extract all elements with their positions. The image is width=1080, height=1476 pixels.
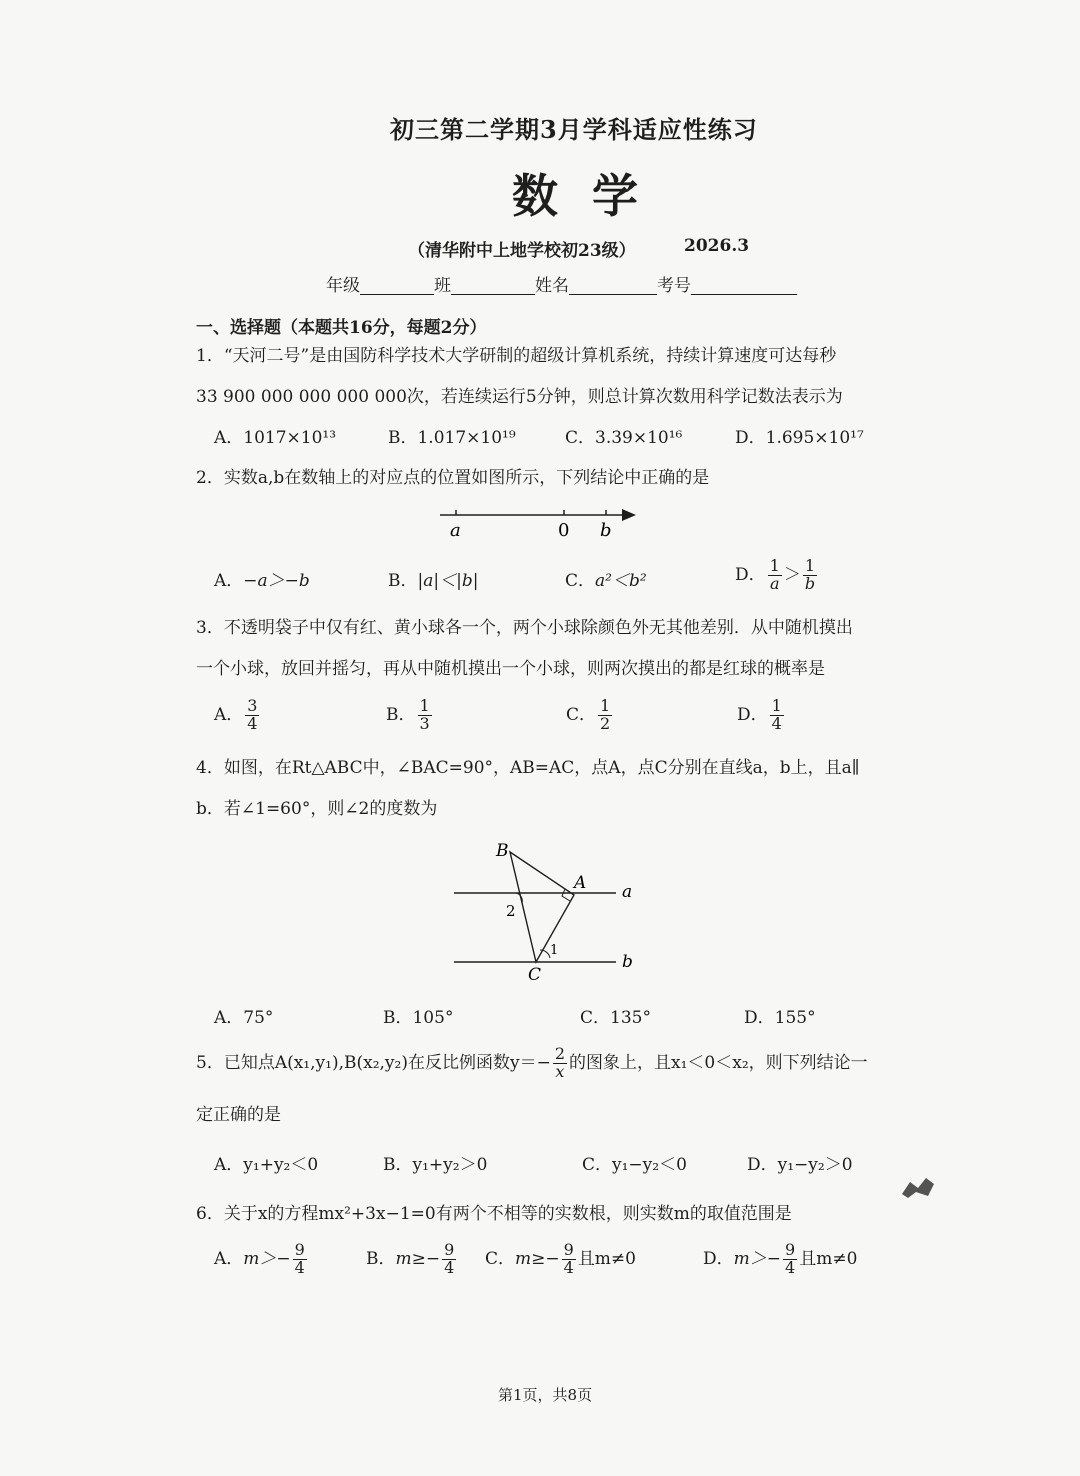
option-letter: D． bbox=[735, 564, 766, 585]
q1-line1: 1．“天河二号”是由国防科学技术大学研制的超级计算机系统，持续计算速度可达每秒 bbox=[196, 346, 837, 366]
option-text: −a＞−b bbox=[243, 571, 310, 591]
q6-option-d[interactable] bbox=[703, 1242, 857, 1277]
option-suffix: 且m≠0 bbox=[799, 1248, 858, 1269]
fraction bbox=[768, 558, 782, 593]
q2-option-c[interactable] bbox=[565, 573, 647, 590]
option-letter: B． bbox=[388, 571, 418, 591]
school-line: （清华附中上地学校初23级） bbox=[408, 241, 636, 261]
q4-option-d[interactable]: D．155° bbox=[744, 1008, 816, 1028]
label-angle1: 1 bbox=[550, 943, 559, 958]
denominator: 4 bbox=[771, 713, 782, 733]
numerator: 9 bbox=[563, 1240, 574, 1259]
exam-no-blank[interactable] bbox=[691, 294, 797, 295]
q3-option-b[interactable] bbox=[386, 698, 434, 733]
option-letter: B． bbox=[366, 1248, 396, 1269]
denominator: x bbox=[555, 1061, 565, 1081]
q5-option-d[interactable]: D．y₁−y₂＞0 bbox=[747, 1155, 853, 1175]
q2-option-a[interactable] bbox=[214, 573, 310, 590]
q5-option-b[interactable]: B．y₁+y₂＞0 bbox=[383, 1155, 488, 1175]
option-letter: C． bbox=[566, 704, 597, 725]
numerator: 1 bbox=[600, 696, 611, 715]
class-blank[interactable] bbox=[451, 294, 535, 295]
q2-stem: 2．实数a,b在数轴上的对应点的位置如图所示，下列结论中正确的是 bbox=[196, 468, 710, 488]
q4-line2: b．若∠1=60°，则∠2的度数为 bbox=[196, 799, 438, 819]
option-letter: C． bbox=[485, 1248, 516, 1269]
exam-date: 2026.3 bbox=[684, 236, 750, 256]
denominator: 4 bbox=[785, 1257, 796, 1277]
q1-option-b[interactable]: B．1.017×10¹⁹ bbox=[388, 428, 516, 448]
numerator: 1 bbox=[804, 556, 816, 575]
number-line-figure bbox=[436, 500, 646, 548]
fraction bbox=[442, 1242, 456, 1277]
q6-option-a[interactable] bbox=[214, 1242, 309, 1277]
denominator: 4 bbox=[563, 1257, 574, 1277]
fraction bbox=[783, 1242, 797, 1277]
label-angle2: 2 bbox=[506, 902, 516, 920]
fraction bbox=[803, 558, 817, 593]
numerator: 9 bbox=[444, 1240, 455, 1259]
q4-option-a[interactable]: A．75° bbox=[214, 1008, 274, 1028]
q5-option-a[interactable]: A．y₁+y₂＜0 bbox=[214, 1155, 319, 1175]
fraction bbox=[562, 1242, 576, 1277]
option-letter: A． bbox=[214, 1248, 244, 1269]
label-line-b: b bbox=[622, 952, 633, 972]
option-text: m＞− bbox=[243, 1248, 291, 1269]
option-text: |a|＜|b| bbox=[417, 571, 479, 591]
fraction bbox=[245, 698, 259, 733]
student-info-row bbox=[326, 278, 797, 295]
fraction bbox=[598, 698, 612, 733]
option-text: m≥− bbox=[395, 1248, 441, 1269]
q3-line1: 3．不透明袋子中仅有红、黄小球各一个，两个小球除颜色外无其他差别．从中随机摸出 bbox=[196, 618, 853, 638]
numerator: 3 bbox=[247, 696, 258, 715]
numerator: 9 bbox=[785, 1240, 796, 1259]
denominator: 4 bbox=[294, 1257, 305, 1277]
triangle-figure bbox=[450, 838, 650, 992]
q1-option-a[interactable]: A．1017×10¹³ bbox=[214, 428, 337, 448]
q2-option-d[interactable] bbox=[735, 558, 819, 593]
label-A: A bbox=[574, 873, 587, 893]
q1-line2: 33 900 000 000 000 000次，若连续运行5分钟，则总计算次数用科学记数法表示为 bbox=[196, 387, 843, 407]
q2-option-b[interactable] bbox=[388, 573, 478, 590]
option-text: a²＜b² bbox=[595, 571, 647, 591]
fraction bbox=[770, 698, 784, 733]
option-letter: D． bbox=[703, 1248, 734, 1269]
numerator: 9 bbox=[294, 1240, 305, 1259]
option-letter: D． bbox=[737, 704, 768, 725]
numerator: 2 bbox=[554, 1044, 566, 1063]
class-label: 班 bbox=[434, 276, 451, 296]
q5-text-post: 的图象上，且x₁＜0＜x₂，则下列结论一 bbox=[569, 1052, 868, 1073]
numerator: 1 bbox=[769, 556, 780, 575]
grade-label: 年级 bbox=[326, 276, 360, 296]
page-number: 第1页，共8页 bbox=[498, 1386, 593, 1404]
name-label: 姓名 bbox=[535, 276, 569, 296]
q3-line2: 一个小球，放回并摇匀，再从中随机摸出一个小球，则两次摸出的都是红球的概率是 bbox=[196, 659, 825, 679]
q1-option-d[interactable]: D．1.695×10¹⁷ bbox=[735, 428, 864, 448]
exam-no-label: 考号 bbox=[657, 276, 691, 296]
q5-text-pre: 5．已知点A(x₁,y₁),B(x₂,y₂)在反比例函数y＝− bbox=[196, 1052, 551, 1073]
numerator: 1 bbox=[771, 696, 782, 715]
q6-option-c[interactable] bbox=[485, 1242, 636, 1277]
denominator: b bbox=[804, 573, 816, 593]
q5-option-c[interactable]: C．y₁−y₂＜0 bbox=[582, 1155, 687, 1175]
triangle-svg bbox=[450, 838, 650, 988]
section-heading: 一、选择题（本题共16分，每题2分） bbox=[196, 318, 487, 338]
denominator: 4 bbox=[444, 1257, 455, 1277]
name-blank[interactable] bbox=[569, 294, 657, 295]
option-letter: B． bbox=[386, 704, 416, 725]
fraction bbox=[293, 1242, 307, 1277]
option-text: m＞− bbox=[733, 1248, 782, 1269]
q6-stem: 6．关于x的方程mx²+3x−1=0有两个不相等的实数根，则实数m的取值范围是 bbox=[196, 1204, 792, 1224]
fraction bbox=[553, 1046, 567, 1081]
q5-line2: 定正确的是 bbox=[196, 1105, 281, 1125]
ink-smudge bbox=[900, 1174, 936, 1200]
option-text: m≥− bbox=[515, 1248, 560, 1269]
label-B: B bbox=[496, 841, 509, 861]
grade-blank[interactable] bbox=[360, 294, 434, 295]
q3-option-c[interactable] bbox=[566, 698, 614, 733]
q3-option-d[interactable] bbox=[737, 698, 786, 733]
denominator: 2 bbox=[600, 713, 611, 733]
triangle-abc bbox=[510, 852, 574, 962]
denominator: 4 bbox=[247, 713, 258, 733]
q6-option-b[interactable] bbox=[366, 1242, 458, 1277]
label-line-a: a bbox=[622, 882, 633, 902]
option-letter: C． bbox=[565, 571, 596, 591]
number-line-svg bbox=[436, 500, 646, 544]
denominator: 3 bbox=[419, 713, 430, 733]
denominator: a bbox=[769, 573, 780, 593]
q3-option-a[interactable] bbox=[214, 698, 261, 733]
q4-option-b[interactable]: B．105° bbox=[383, 1008, 454, 1028]
option-suffix: 且m≠0 bbox=[577, 1248, 636, 1269]
label-zero: 0 bbox=[558, 520, 570, 541]
number-line-arrowhead bbox=[622, 509, 636, 521]
label-a: a bbox=[450, 520, 461, 541]
numerator: 1 bbox=[419, 696, 430, 715]
exam-title: 初三第二学期3月学科适应性练习 bbox=[390, 115, 758, 144]
fraction bbox=[418, 698, 432, 733]
label-b: b bbox=[600, 520, 612, 541]
label-C: C bbox=[528, 965, 542, 985]
q4-line1: 4．如图，在Rt△ABC中，∠BAC=90°，AB=AC，点A，点C分别在直线a，b上，且a∥ bbox=[196, 758, 860, 778]
q4-option-c[interactable]: C．135° bbox=[580, 1008, 651, 1028]
relation: ＞ bbox=[783, 564, 801, 585]
subject-title: 数学 bbox=[512, 169, 672, 223]
q5-line1 bbox=[196, 1046, 868, 1081]
q1-option-c[interactable]: C．3.39×10¹⁶ bbox=[565, 428, 683, 448]
option-letter: A． bbox=[214, 571, 244, 591]
option-letter: A． bbox=[214, 704, 244, 725]
